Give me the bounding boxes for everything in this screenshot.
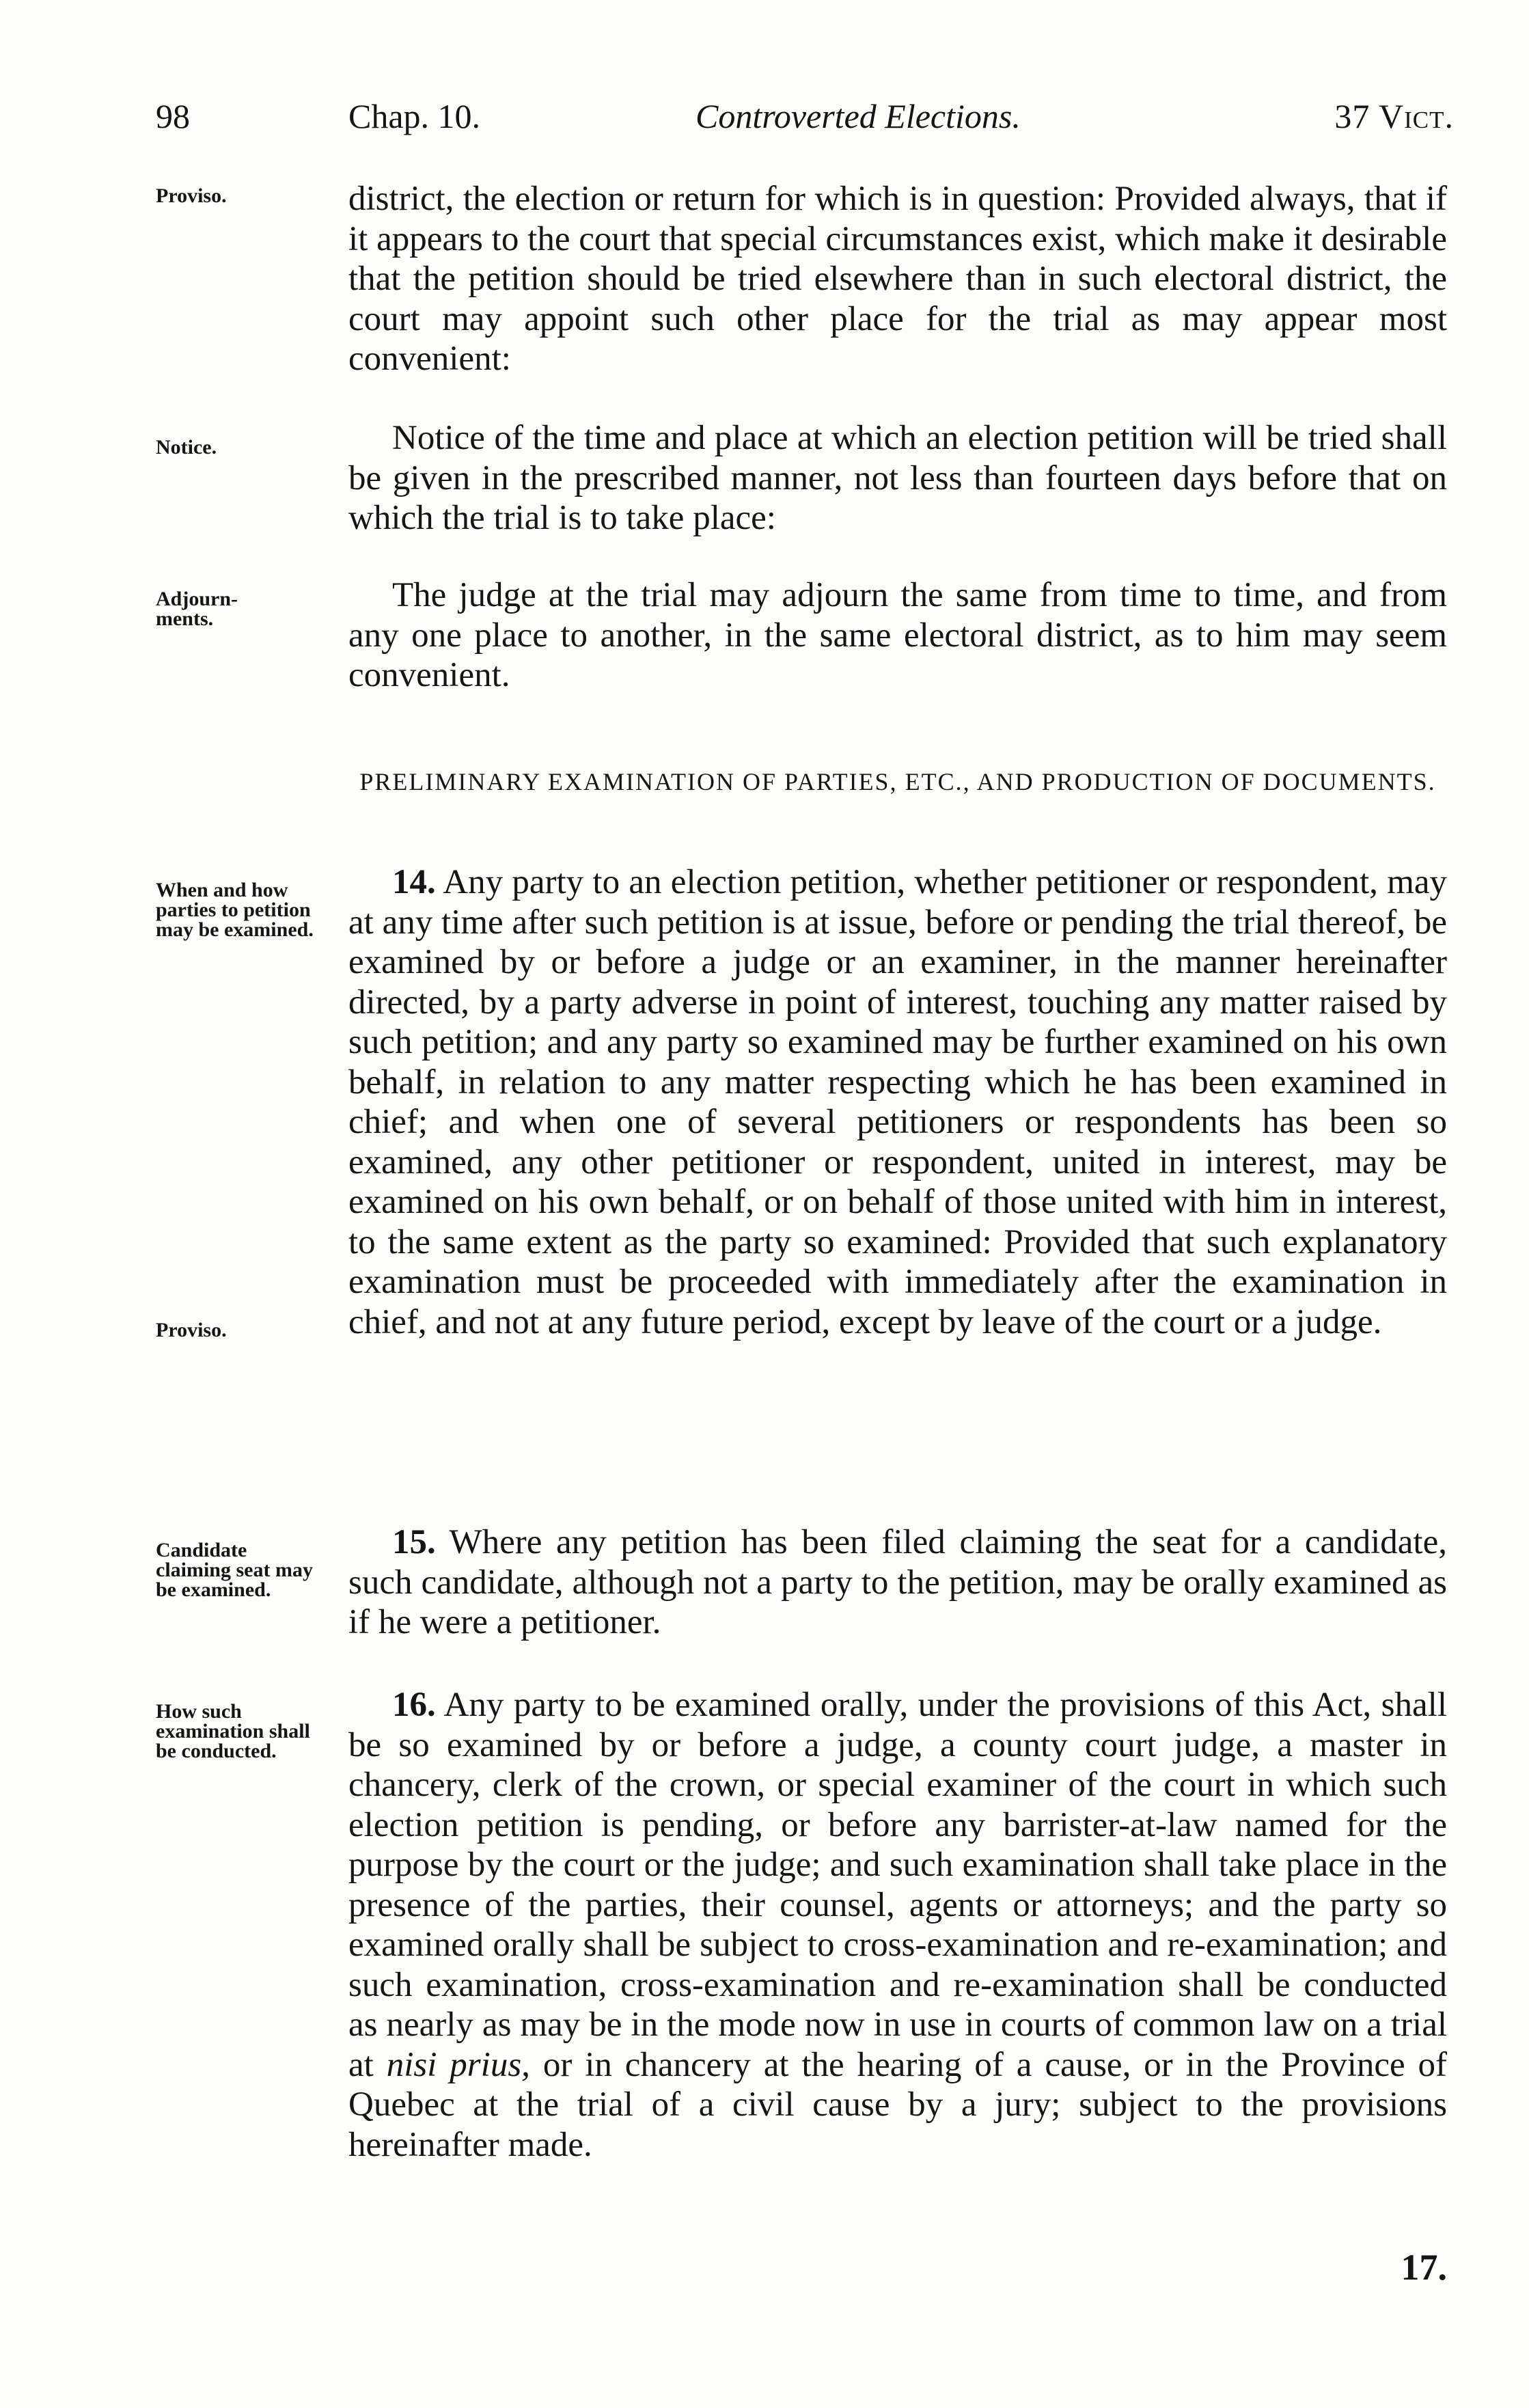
section-15 [348, 1522, 1447, 1643]
section-15-number: 15. [392, 1523, 436, 1561]
page-number: 98 [156, 97, 190, 135]
margin-note-proviso: Proviso. [156, 184, 227, 207]
section-16 [348, 1685, 1447, 2165]
margin-note-proviso-2: Proviso. [156, 1319, 227, 1341]
section-16-number: 16. [392, 1686, 436, 1724]
catchword: 17. [1401, 2247, 1447, 2288]
margin-note-notice: Notice. [156, 436, 217, 459]
margin-note-how-conducted: How such examination shall be conducted. [156, 1700, 310, 1762]
notice-text: Notice of the time and place at which an election petition will be tried shall be given in the prescribed manner, not less than fourteen days before that on which the trial is to take place: [348, 419, 1447, 537]
margin-note-adjournments: Adjournments. [156, 588, 238, 630]
section-14-text: Any party to an election petition, whether petitioner or respondent, may at any time after such petition is at issue, before or pending the trial thereof, be examined by or before a judge or an examiner, in the manner hereinafter directed, by a party adverse in point of interest, touching any matter raised by such petition; and any party so examined may be further examined on his own behalf, in relation to any matter respecting which he has been examined in chief; and when one of several petitioners or respondents has been so examined, any other petitioner or respondent, united in interest, may be examined on his own behalf, or on behalf of those united with him in interest, to the same extent as the party so examined: Provided that such explanatory examination must be proceeded with immediately after the examination in chief, and not at any future period, except by leave of the court or a judge. [348, 863, 1447, 1341]
section-14-number: 14. [392, 863, 436, 901]
section-16-text-a: Any party to be examined orally, under the provisions of this Act, shall be so examined by or before a judge, a county court judge, a master in chancery, clerk of the crown, or special examiner of the court in which such election petition is pending, or before any barrister-at-law named for the purpose by the court or the judge; and such examination shall take place in the presence of the parties, their counsel, agents or attorneys; and the party so examined orally shall be subject to cross-examination and re-examination; and such examination, cross-examination and re-examination shall be conducted as nearly as may be in the mode now in use in courts of common law on a trial at [348, 1686, 1448, 2084]
running-title: Controverted Elections. [695, 97, 1021, 135]
section-16-italic-term: nisi prius, [386, 2045, 530, 2084]
regnal-year: 37 Vict. [1334, 97, 1454, 135]
section-15-text: Where any petition has been filed claiming the seat for a candidate, such candidate, although not a party to the petition, may be orally examined as if he were a petitioner. [348, 1523, 1447, 1641]
continuation-text: district, the election or return for which is in question: Provided always, that if it appears to the court that special circumstances exist, which make it desirable that the petition should be tried elsewhere than in such electoral district, the court may appoint such other place for the trial as may appear most convenient: [348, 180, 1447, 378]
running-header [156, 96, 1454, 137]
adjournment-text: The judge at the trial may adjourn the same from time to time, and from any one place to another, in the same electoral district, as to him may seem convenient. [348, 576, 1447, 694]
continuation-paragraph [348, 179, 1447, 379]
margin-note-candidate-examined: Candidate claiming seat may be examined. [156, 1539, 313, 1601]
section-16-text-b: or in chancery at the hearing of a cause, or in the Province of Quebec at the trial of a civil cause by a jury; subject to the provisions hereinafter made. [348, 2045, 1448, 2164]
chapter-label: Chap. 10. [348, 97, 481, 135]
adjournment-paragraph [348, 575, 1447, 696]
section-14 [348, 862, 1447, 1342]
notice-paragraph [348, 418, 1447, 538]
section-heading: PRELIMINARY EXAMINATION OF PARTIES, ETC., AND PRODUCTION OF DOCUMENTS. [359, 768, 1436, 795]
margin-note-when-how-examined: When and how parties to petition may be examined. [156, 879, 314, 941]
